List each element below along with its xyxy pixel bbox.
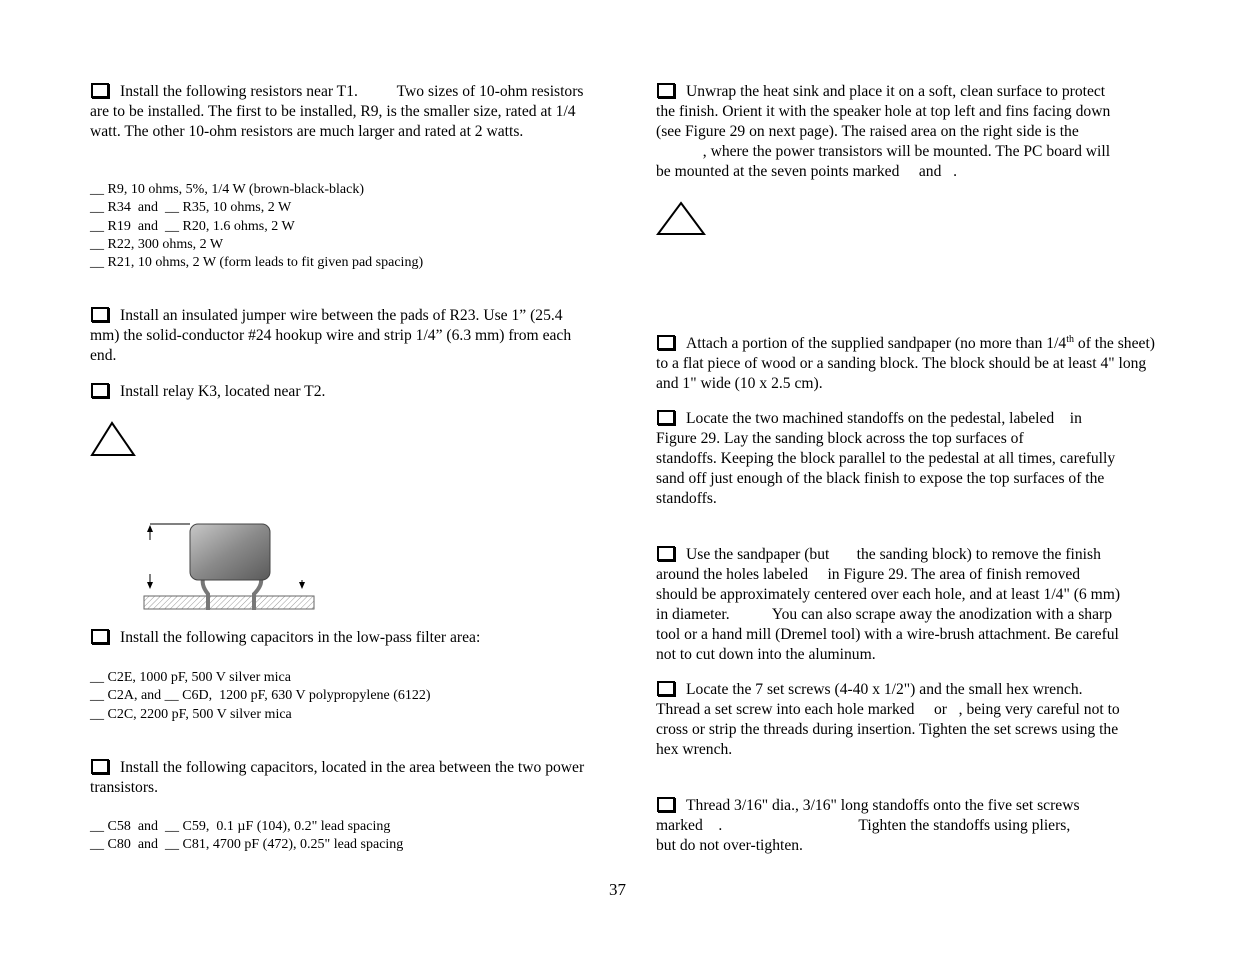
list-item: __ C2C, 2200 pF, 500 V silver mica xyxy=(90,706,292,722)
step-text: Install the following capacitors, located in the area between the two power transistors. xyxy=(90,759,585,796)
list-item: __ C2E, 1000 pF, 500 V silver mica xyxy=(90,670,291,685)
step-text: (see Figure 29 on next page). The raised area on the right side is the xyxy=(656,123,1079,140)
checkbox[interactable] xyxy=(91,83,109,98)
list-item: __ R22, 300 ohms, 2 W xyxy=(90,236,224,252)
step-text: be mounted at the seven points marked and . xyxy=(656,163,957,180)
checkbox[interactable] xyxy=(657,681,675,696)
step-set-screws xyxy=(656,680,1120,760)
step-lpf-capacitors xyxy=(90,628,595,648)
step-text: Install the following resistors near T1. Two sizes of 10-ohm resistors are to be installed. The first to be installed, R9, is the smaller size, rated at 1/4 watt. The other 10-ohm resistors are much larger and rated at 2 watts. xyxy=(90,83,588,140)
step-power-transistor-capacitors xyxy=(90,758,595,798)
step-text: the finish. Orient it with the speaker hole at top left and fins facing down xyxy=(656,103,1111,120)
step-text: Locate the 7 set screws (4-40 x 1/2") and the small hex wrench. xyxy=(686,681,1083,698)
checkbox[interactable] xyxy=(657,797,675,812)
step-thread-standoffs xyxy=(656,796,1080,856)
resistor-list xyxy=(90,181,423,272)
step-text: of the sheet) to a flat piece of wood or a sanding block. The block should be at least 4" long and 1" wide (10 x 2.5 cm). xyxy=(656,335,1155,392)
step-text: not to cut down into the aluminum. xyxy=(656,646,876,663)
step-text: Install relay K3, located near T2. xyxy=(120,383,326,400)
step-text: Thread a set screw into each hole marked or , being very careful not to xyxy=(656,701,1120,718)
checkbox[interactable] xyxy=(91,307,109,322)
capacitor-list-lpf xyxy=(90,669,431,724)
step-text: Thread 3/16" dia., 3/16" long standoffs onto the five set screws xyxy=(686,797,1080,814)
warning-triangle-icon xyxy=(656,200,708,238)
list-item: __ R9, 10 ohms, 5%, 1/4 W (brown-black-black) xyxy=(90,182,364,197)
step-text: Install an insulated jumper wire between the pads of R23. Use 1” (25.4 mm) the solid-conductor #24 hookup wire and strip 1/4” (6.3 mm) from each end. xyxy=(90,307,572,364)
list-item: __ R21, 10 ohms, 2 W (form leads to fit given pad spacing) xyxy=(90,255,424,271)
step-text: Figure 29. Lay the sanding block across the top surfaces of xyxy=(656,430,1024,447)
list-item: __ C80 and __ C81, 4700 pF (472), 0.25" lead spacing xyxy=(90,837,404,853)
step-sandpaper xyxy=(656,334,1168,394)
checkbox[interactable] xyxy=(657,83,675,98)
checkbox[interactable] xyxy=(657,546,675,561)
step-text: standoffs. Keeping the block parallel to the pedestal at all times, carefully xyxy=(656,450,1116,467)
step-text: standoffs. xyxy=(656,490,717,507)
list-item: __ C58 and __ C59, 0.1 µF (104), 0.2" lead spacing xyxy=(90,819,391,834)
list-item: __ R34 and __ R35, 10 ohms, 2 W xyxy=(90,200,292,216)
step-jumper-wire xyxy=(90,306,595,366)
step-text: cross or strip the threads during insertion. Tighten the set screws using the xyxy=(656,721,1119,738)
checkbox[interactable] xyxy=(657,410,675,425)
step-text: tool or a hand mill (Dremel tool) with a wire-brush attachment. Be careful xyxy=(656,626,1119,643)
step-relay xyxy=(90,382,595,402)
step-text: in diameter. You can also scrape away the anodization with a sharp xyxy=(656,606,1112,623)
step-text: Locate the two machined standoffs on the pedestal, labeled in xyxy=(686,410,1082,427)
step-text: , where the power transistors will be mounted. The PC board will xyxy=(656,143,1111,160)
step-remove-finish xyxy=(656,545,1120,665)
step-heat-sink xyxy=(656,82,1110,182)
step-text: Unwrap the heat sink and place it on a soft, clean surface to protect xyxy=(686,83,1106,100)
step-text: Attach a portion of the supplied sandpaper (no more than 1/4 xyxy=(686,335,1067,352)
step-text: Install the following capacitors in the low-pass filter area: xyxy=(120,629,481,646)
superscript: th xyxy=(1066,333,1074,345)
warning-triangle-icon xyxy=(90,420,138,458)
step-text: Use the sandpaper (but the sanding block) to remove the finish xyxy=(686,546,1101,563)
step-text: hex wrench. xyxy=(656,741,733,758)
step-text: sand off just enough of the black finish to expose the top surfaces of the xyxy=(656,470,1105,487)
capacitor-list-transistor xyxy=(90,818,403,855)
step-resistors xyxy=(90,82,590,142)
step-standoffs xyxy=(656,409,1115,509)
page-number: 37 xyxy=(609,880,626,899)
step-text: marked . Tighten the standoffs using pliers, xyxy=(656,817,1071,834)
list-item: __ R19 and __ R20, 1.6 ohms, 2 W xyxy=(90,218,295,234)
checkbox[interactable] xyxy=(91,383,109,398)
checkbox[interactable] xyxy=(91,629,109,644)
step-text: but do not over-tighten. xyxy=(656,837,803,854)
capacitor-height-diagram xyxy=(142,518,368,614)
step-text: should be approximately centered over each hole, and at least 1/4" (6 mm) xyxy=(656,586,1121,603)
step-text: around the holes labeled in Figure 29. The area of finish removed xyxy=(656,566,1081,583)
checkbox[interactable] xyxy=(91,759,109,774)
checkbox[interactable] xyxy=(657,335,675,350)
list-item: __ C2A, and __ C6D, 1200 pF, 630 V polypropylene (6122) xyxy=(90,688,431,704)
